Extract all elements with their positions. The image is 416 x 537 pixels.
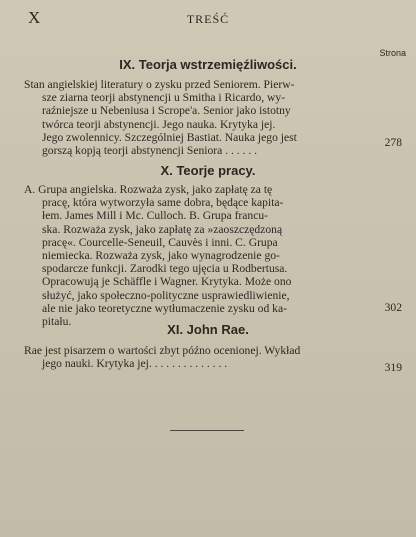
summary-line: sze ziarna teorji abstynencji u Smitha i Ricardo, wy-: [42, 91, 286, 105]
summary-line: Jego zwolennicy. Szczególniej Bastiat. Nauka jego jest: [42, 130, 297, 144]
summary-line: Stan angielskiej literatury o zysku przed Seniorem. Pierw-: [24, 78, 295, 91]
chapter-summary-xi: [26, 344, 374, 370]
closing-rule: [170, 430, 244, 431]
summary-line: niemiecka. Rozważa zysk, jako wynagrodzenie go-: [42, 249, 280, 263]
running-title: TREŚĆ: [186, 12, 230, 26]
summary-line: Rae jest pisarzem o wartości zbyt późno ocenionej. Wykład: [24, 344, 301, 357]
summary-line: ale nie jako teoretyczne wytłumaczenie zysku od ka-: [42, 301, 287, 315]
page-number-ix: 278: [384, 136, 402, 149]
page-roman-numeral: X: [28, 8, 41, 27]
page-number-x: 302: [384, 301, 402, 314]
summary-line: Opracowują je Schäffle i Wagner. Krytyka. Może ono: [42, 275, 292, 289]
chapter-title-ix: IX. Teorja wstrzemięźliwości.: [119, 57, 297, 72]
summary-line: ska. Rozważa zysk, jako zapłatę za »zaoszczędzoną: [42, 222, 283, 236]
chapter-summary-ix: [26, 78, 374, 157]
chapter-title-x: X. Teorje pracy.: [160, 163, 256, 178]
summary-line: twórca teorji abstynencji. Jego nauka. Krytyka jej.: [42, 117, 276, 131]
summary-line: raźniejsze u Nebeniusa i Scrope'a. Senior jako istotny: [42, 104, 291, 118]
summary-line: A. Grupa angielska. Rozważa zysk, jako zapłatę za tę: [24, 183, 273, 196]
summary-line: pracę, która wytworzyła same dobra, będące kapita-: [42, 196, 284, 210]
summary-line: służyć, jako społeczno-polityczne usprawiedliwienie,: [42, 288, 290, 302]
summary-line: spodarcze funkcji. Zarodki tego ujęcia u Rodbertusa.: [42, 262, 288, 276]
summary-line: pitału.: [42, 315, 72, 329]
summary-line: łem. James Mill i Mc. Culloch. B. Grupa francu-: [42, 209, 269, 223]
page-column-label: Strona: [379, 48, 406, 58]
page-number-xi: 319: [384, 361, 402, 374]
chapter-summary-x: [26, 183, 374, 328]
summary-line: pracę«. Courcelle-Seneuil, Cauvès i inni. C. Grupa: [42, 235, 278, 249]
summary-line: jego nauki. Krytyka jej. . . . . . . . . . . . . .: [42, 357, 228, 371]
summary-line: gorszą kopją teorji abstynencji Seniora . . . . . .: [42, 144, 258, 158]
chapter-title-xi: XI. John Rae.: [167, 322, 249, 337]
